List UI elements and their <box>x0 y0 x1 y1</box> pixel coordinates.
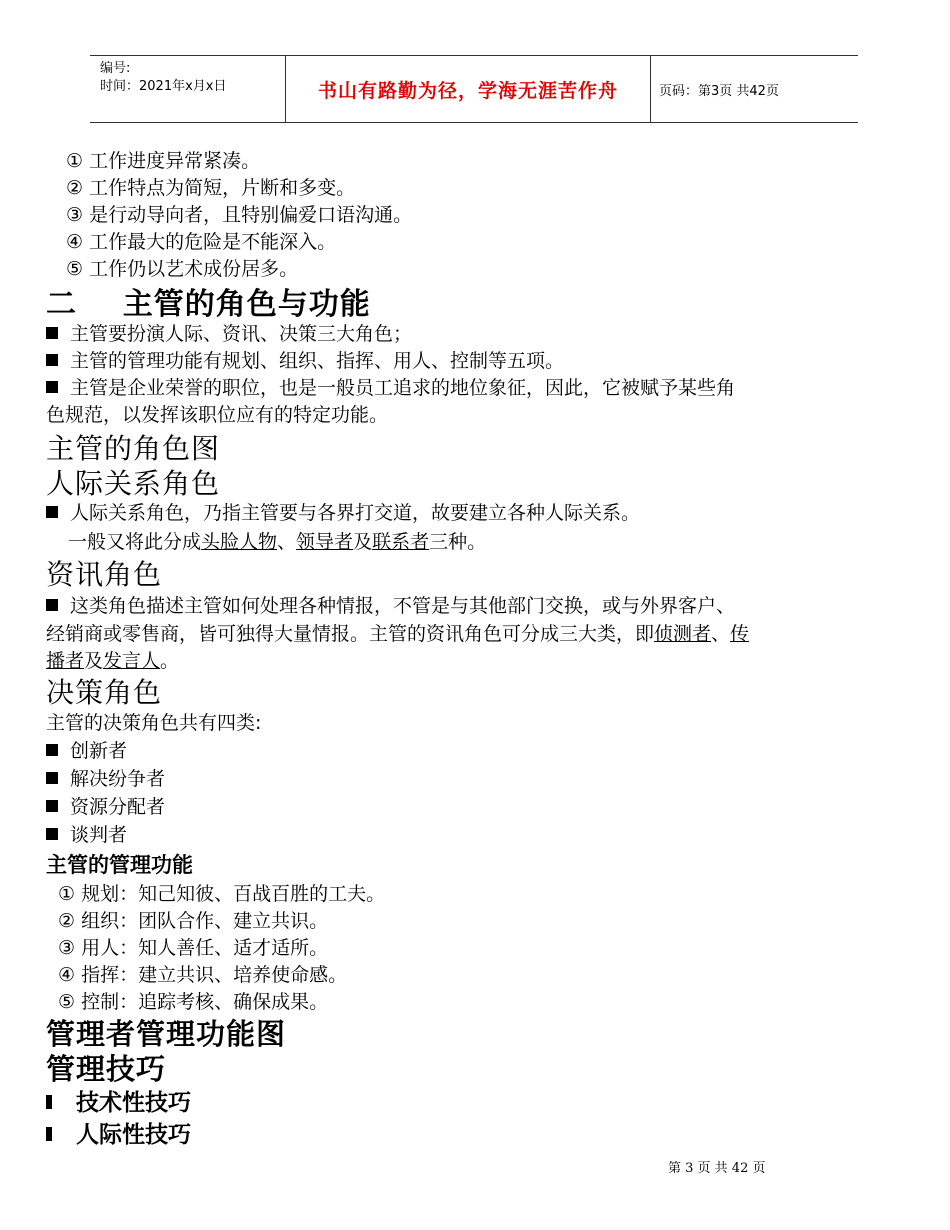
bullet-item: 主管是企业荣誉的职位，也是一般员工追求的地位象征，因此，它被赋予某些角 <box>46 373 735 400</box>
interpersonal-roles: 一般又将此分成头脸人物、领导者及联系者三种。 <box>68 531 487 553</box>
decision-title: 决策角色 <box>46 676 163 709</box>
function-item: ① 规划：知己知彼、百战百胜的工夫。 <box>58 883 386 905</box>
function-chart-title: 管理者管理功能图 <box>46 1017 287 1051</box>
function-item: ④ 指挥：建立共识、培养使命感。 <box>58 964 348 986</box>
number-label: 编号: <box>100 61 131 76</box>
skill-item: 技术性技巧 <box>46 1084 191 1117</box>
role-liaison: 联系者 <box>372 531 430 553</box>
page-header <box>90 55 858 123</box>
interpersonal-title: 人际关系角色 <box>46 467 221 500</box>
square-bullet-icon <box>46 327 58 339</box>
time-label: 时间：2021年x月x日 <box>100 79 227 94</box>
interpersonal-bullet: 人际关系角色，乃指主管要与各界打交道，故要建立各种人际关系。 <box>46 498 640 525</box>
info-title: 资讯角色 <box>46 558 163 591</box>
function-item: ⑤ 控制：追踪考核、确保成果。 <box>58 991 329 1013</box>
list1-item: ② 工作特点为简短，片断和多变。 <box>66 177 356 199</box>
square-bullet-icon <box>46 800 58 812</box>
bullet-item: 主管要扮演人际、资讯、决策三大角色； <box>46 319 412 346</box>
role-figurehead: 头脸人物 <box>201 531 278 553</box>
functions-title: 主管的管理功能 <box>46 853 193 877</box>
square-bullet-icon <box>46 772 58 784</box>
list1-item: ① 工作进度异常紧凑。 <box>66 150 261 172</box>
page-footer: 第 3 页 共 42 页 <box>668 1161 766 1176</box>
decision-intro: 主管的决策角色共有四类: <box>46 712 262 734</box>
info-line: 这类角色描述主管如何处理各种情报，不管是与其他部门交换，或与外界客户、 <box>46 591 735 618</box>
decision-item: 谈判者 <box>46 820 127 847</box>
header-page-code: 页码：第3页 共42页 <box>659 83 779 99</box>
skill-item: 人际性技巧 <box>46 1116 191 1149</box>
bullet-item: 主管的管理功能有规划、组织、指挥、用人、控制等五项。 <box>46 346 564 373</box>
section-title: 二 主管的角色与功能 <box>46 287 371 322</box>
square-bullet-icon <box>46 506 58 518</box>
square-bullet-icon <box>46 744 58 756</box>
role-leader: 领导者 <box>296 531 354 553</box>
role-monitor: 侦测者 <box>654 623 712 645</box>
bar-bullet-icon <box>46 1095 52 1109</box>
header-meta <box>90 56 286 122</box>
list1-item: ③ 是行动导向者，且特别偏爱口语沟通。 <box>66 204 413 226</box>
bullet-continuation: 色规范，以发挥该职位应有的特定功能。 <box>46 404 389 426</box>
list1-item: ⑤ 工作仍以艺术成份居多。 <box>66 258 299 280</box>
role-spokesperson: 发言人 <box>103 650 161 672</box>
square-bullet-icon <box>46 354 58 366</box>
role-disseminator: 播者 <box>46 650 85 672</box>
function-item: ③ 用人：知人善任、适才适所。 <box>58 937 329 959</box>
decision-item: 创新者 <box>46 736 127 763</box>
info-line: 经销商或零售商，皆可独得大量情报。主管的资讯角色可分成三大类，即侦测者、传 <box>46 623 750 645</box>
decision-item: 资源分配者 <box>46 792 165 819</box>
function-item: ② 组织：团队合作、建立共识。 <box>58 910 329 932</box>
role-chart-title: 主管的角色图 <box>46 432 221 465</box>
square-bullet-icon <box>46 828 58 840</box>
info-line: 播者及发言人。 <box>46 650 180 672</box>
bar-bullet-icon <box>46 1127 52 1141</box>
header-motto: 书山有路勤为径，学海无涯苦作舟 <box>286 56 651 122</box>
decision-item: 解决纷争者 <box>46 764 165 791</box>
skills-title: 管理技巧 <box>46 1052 167 1086</box>
square-bullet-icon <box>46 381 58 393</box>
list1-item: ④ 工作最大的危险是不能深入。 <box>66 231 337 253</box>
square-bullet-icon <box>46 599 58 611</box>
